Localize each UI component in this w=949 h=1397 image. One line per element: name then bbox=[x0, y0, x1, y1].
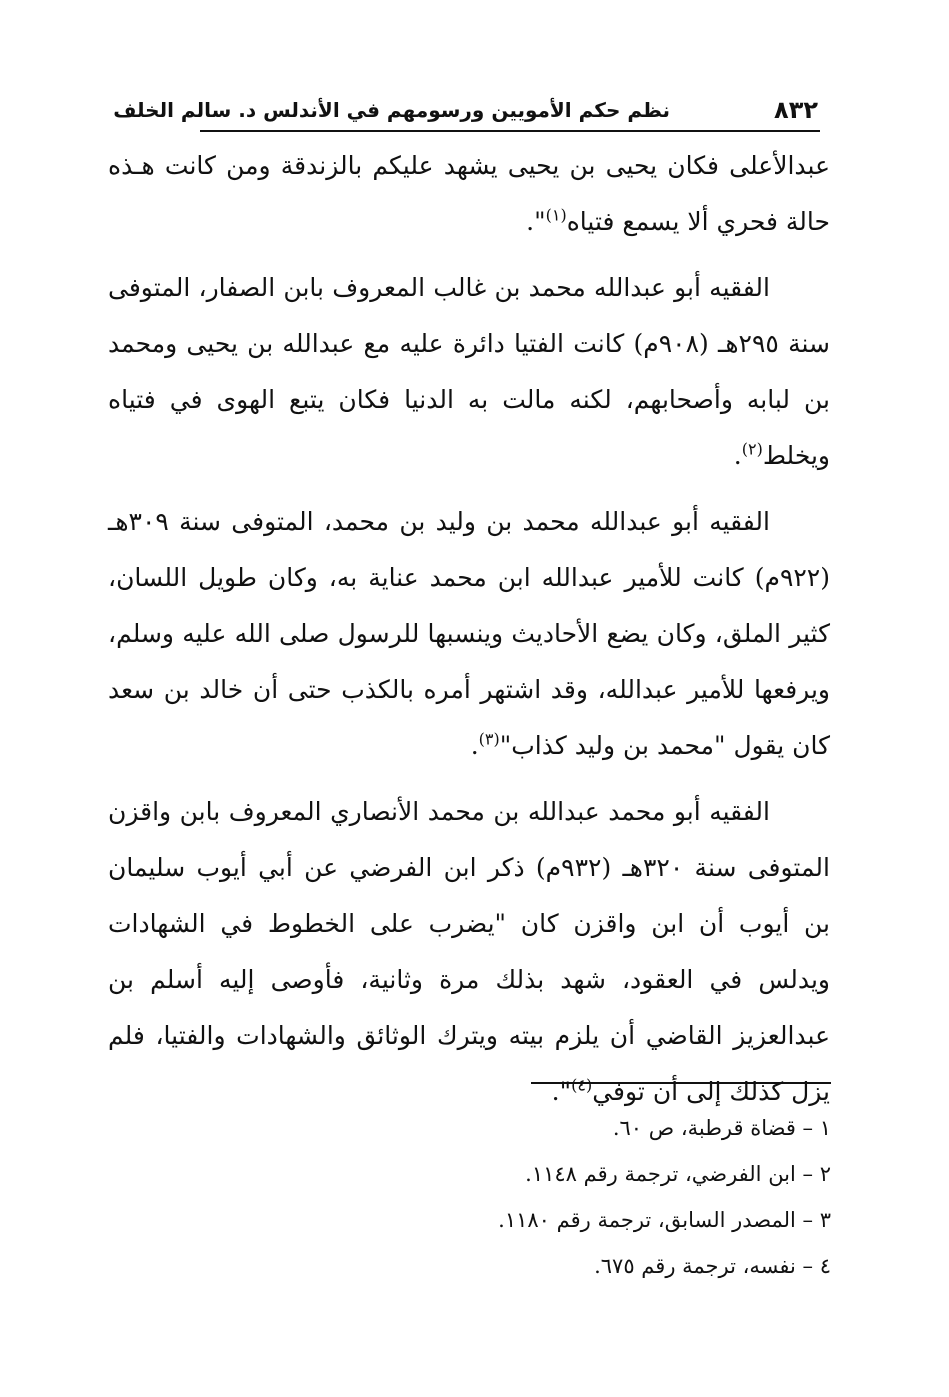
paragraph bbox=[108, 260, 830, 484]
footnote-reference: (١) bbox=[545, 205, 567, 225]
paragraph-text: الفقيه أبو عبدالله محمد بن وليد بن محمد، المتوفى سنة ٣٠٩هـ (٩٢٢م) كانت للأمير عبدالله ابن محمد عناية به، وكان طويل اللسان، كثير الملق، وكان يضع الأحاديث وينسبها للرسول صلى الله عليه وسلم، ويرفعها للأمير عبدالله، وقد اشتهر أمره بالكذب حتى أن خالد بن سعد كان يقول "محمد بن وليد كذاب" bbox=[108, 507, 830, 760]
footnote: ٢ – ابن الفرضي، ترجمة رقم ١١٤٨. bbox=[525, 1162, 831, 1186]
main-text bbox=[108, 138, 830, 1130]
paragraph-text: الفقيه أبو عبدالله محمد بن غالب المعروف بابن الصفار، المتوفى سنة ٢٩٥هـ (٩٠٨م) كانت الفتيا دائرة عليه مع عبدالله بن يحيى ومحمد بن لبابه وأصحابهم، لكنه مالت به الدنيا فكان يتبع الهوى في فتياه ويخلط bbox=[108, 273, 830, 470]
footnote: ٣ – المصدر السابق، ترجمة رقم ١١٨٠. bbox=[498, 1208, 831, 1232]
footnote-divider bbox=[531, 1082, 831, 1084]
paragraph-tail: ". bbox=[526, 207, 546, 236]
footnote: ١ – قضاة قرطبة، ص ٦٠. bbox=[612, 1116, 831, 1140]
paragraph-tail: ". bbox=[551, 1077, 572, 1106]
paragraph-tail: . bbox=[733, 441, 742, 470]
paragraph bbox=[108, 784, 830, 1120]
paragraph-tail: . bbox=[470, 731, 479, 760]
paragraph-text: الفقيه أبو محمد عبدالله بن محمد الأنصاري المعروف بابن واقزن المتوفى سنة ٣٢٠هـ (٩٣٢م) ذكر ابن الفرضي عن أبي أيوب سليمان بن أيوب أن ابن واقزن كان "يضرب على الخطوط في الشهادات ويدلس في العقود، شهد بذلك مرة وثانية، فأوصى إليه أسلم بن عبدالعزيز القاضي أن يلزم بيته ويترك الوثائق والشهادات والفتيا، فلم يزل كذلك إلى أن توفي bbox=[108, 797, 830, 1106]
footnote: ٤ – نفسه، ترجمة رقم ٦٧٥. bbox=[594, 1254, 831, 1278]
paragraph-text: عبدالأعلى فكان يحيى بن يحيى يشهد عليكم بالزندقة ومن كانت هـذه حالة فحري ألا يسمع فتياه bbox=[108, 151, 830, 236]
paragraph bbox=[108, 494, 830, 774]
footnote-reference: (٤) bbox=[571, 1075, 593, 1095]
paragraph bbox=[108, 138, 830, 250]
footnotes bbox=[131, 1105, 831, 1289]
footnote-reference: (٣) bbox=[478, 729, 500, 749]
page-header bbox=[113, 96, 820, 132]
running-title: نظم حكم الأمويين ورسومهم في الأندلس د. سالم الخلف bbox=[113, 98, 670, 122]
page-number: ٨٣٢ bbox=[774, 96, 818, 124]
footnote-reference: (٢) bbox=[741, 439, 763, 459]
